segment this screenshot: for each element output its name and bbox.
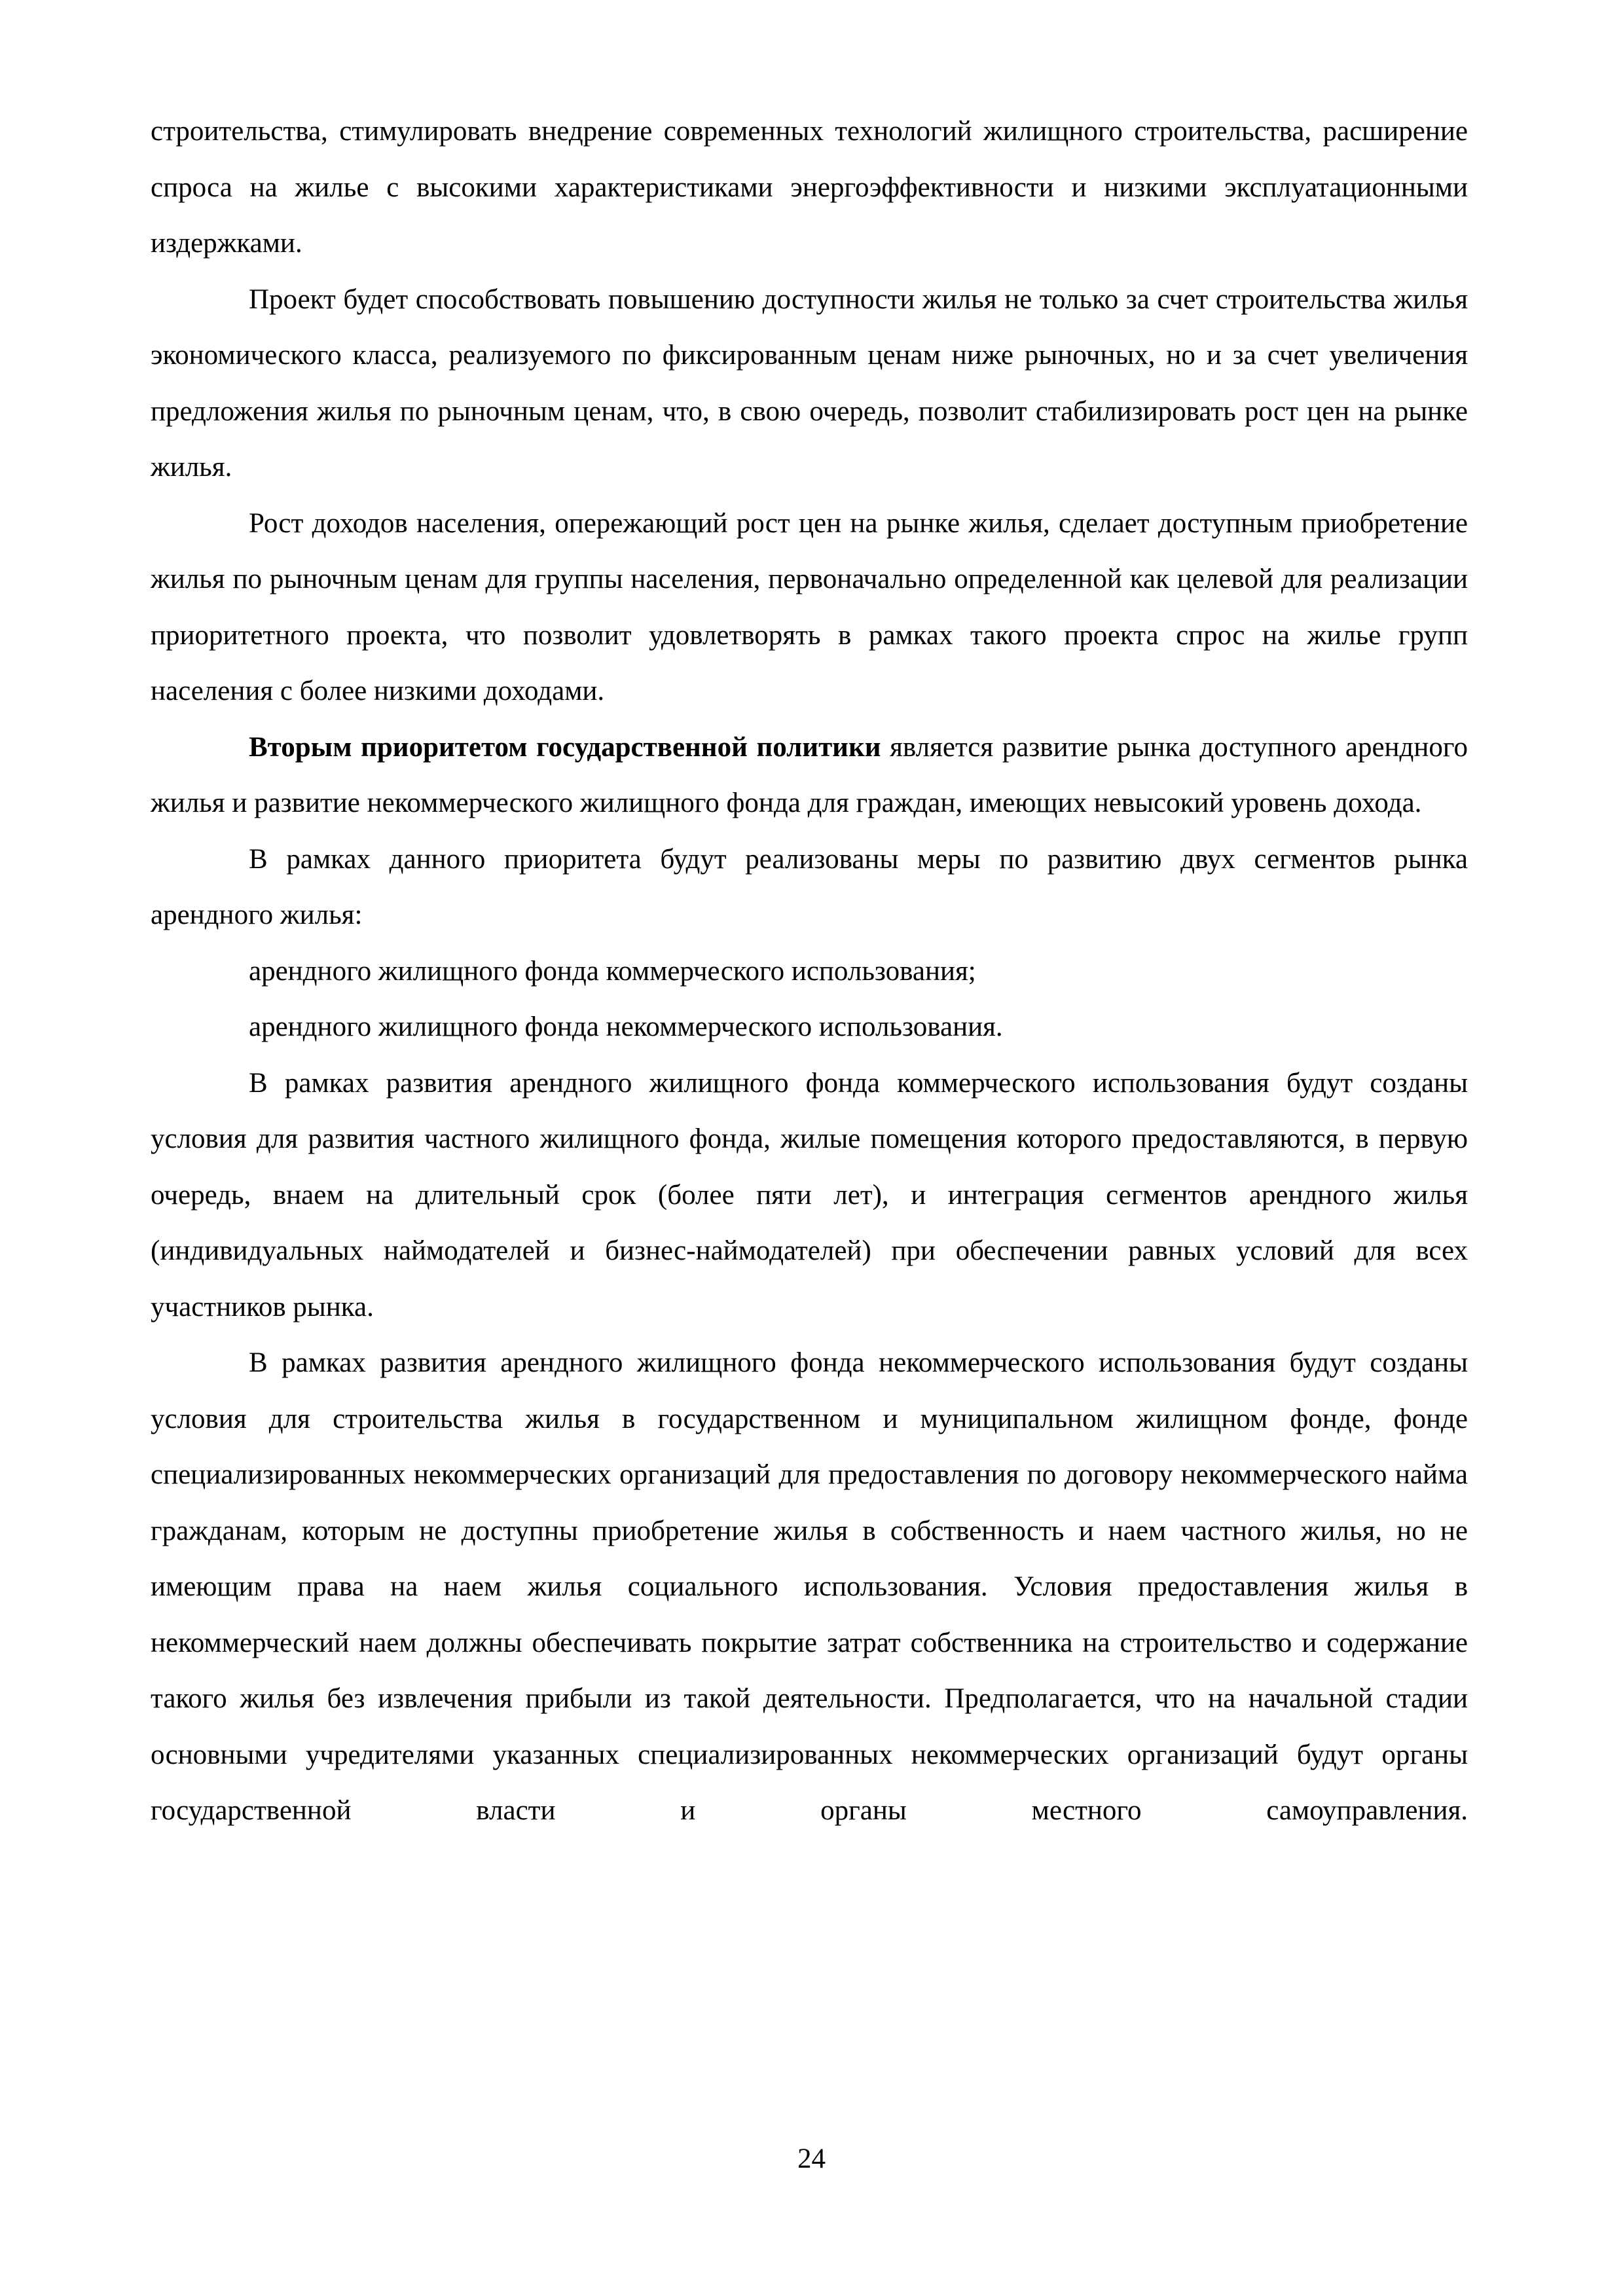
paragraph-5 — [151, 831, 1468, 943]
paragraph-7 — [151, 1335, 1468, 1839]
document-body — [151, 103, 1468, 1839]
paragraph-5-text: В рамках данного приоритета будут реализованы меры по развитию двух сегментов рынка арендного жилья: — [151, 843, 1468, 930]
list-item-2-text: арендного жилищного фонда некоммерческого использования. — [249, 1011, 1003, 1042]
list-item-1-text: арендного жилищного фонда коммерческого использования; — [249, 955, 976, 987]
page-number: 24 — [797, 2143, 826, 2174]
paragraph-6-text: В рамках развития арендного жилищного фонда коммерческого использования будут созданы условия для развития частного жилищного фонда, жилые помещения которого предоставляются, в первую очередь, внаем на длительный срок (более пяти лет), и интеграция сегментов арендного жилья (индивидуальных наймодателей и бизнес-наймодателей) при обеспечении равных условий для всех участников рынка. — [151, 1067, 1468, 1322]
paragraph-2 — [151, 272, 1468, 496]
paragraph-6 — [151, 1055, 1468, 1336]
paragraph-4-text: является развитие рынка доступного арендного жилья и развитие некоммерческого жилищного фонда для граждан, имеющих невысокий уровень дохода. — [151, 731, 1468, 818]
list-item-2 — [151, 999, 1468, 1055]
paragraph-3-text: Рост доходов населения, опережающий рост цен на рынке жилья, сделает доступным приобретение жилья по рыночным ценам для группы населения, первоначально определенной как целевой для реализации приоритетного проекта, что позволит удовлетворять в рамках такого проекта спрос на жилье групп населения с более низкими доходами. — [151, 507, 1468, 706]
list-item-1 — [151, 943, 1468, 1000]
paragraph-4-bold-lead: Вторым приоритетом государственной политики — [249, 731, 881, 763]
paragraph-7-text: В рамках развития арендного жилищного фонда некоммерческого использования будут созданы условия для строительства жилья в государственном и муниципальном жилищном фонде, фонде специализированных некоммерческих организаций для предоставления по договору некоммерческого найма гражданам, которым не доступны приобретение жилья в собственность и наем частного жилья, но не имеющим права на наем жилья социального использования. Условия предоставления жилья в некоммерческий наем должны обеспечивать покрытие затрат собственника на строительство и содержание такого жилья без извлечения прибыли из такой деятельности. Предполагается, что на начальной стадии основными учредителями указанных специализированных некоммерческих организаций будут органы государственной власти и органы местного самоуправления. — [151, 1347, 1468, 1826]
paragraph-1 — [151, 103, 1468, 272]
paragraph-2-text: Проект будет способствовать повышению доступности жилья не только за счет строительства жилья экономического класса, реализуемого по фиксированным ценам ниже рыночных, но и за счет увеличения предложения жилья по рыночным ценам, что, в свою очередь, позволит стабилизировать рост цен на рынке жилья. — [151, 283, 1468, 483]
paragraph-4 — [151, 720, 1468, 831]
paragraph-1-text: строительства, стимулировать внедрение современных технологий жилищного строительства, расширение спроса на жилье с высокими характеристиками энергоэффективности и низкими эксплуатационными издержками. — [151, 116, 1468, 259]
paragraph-3 — [151, 496, 1468, 720]
